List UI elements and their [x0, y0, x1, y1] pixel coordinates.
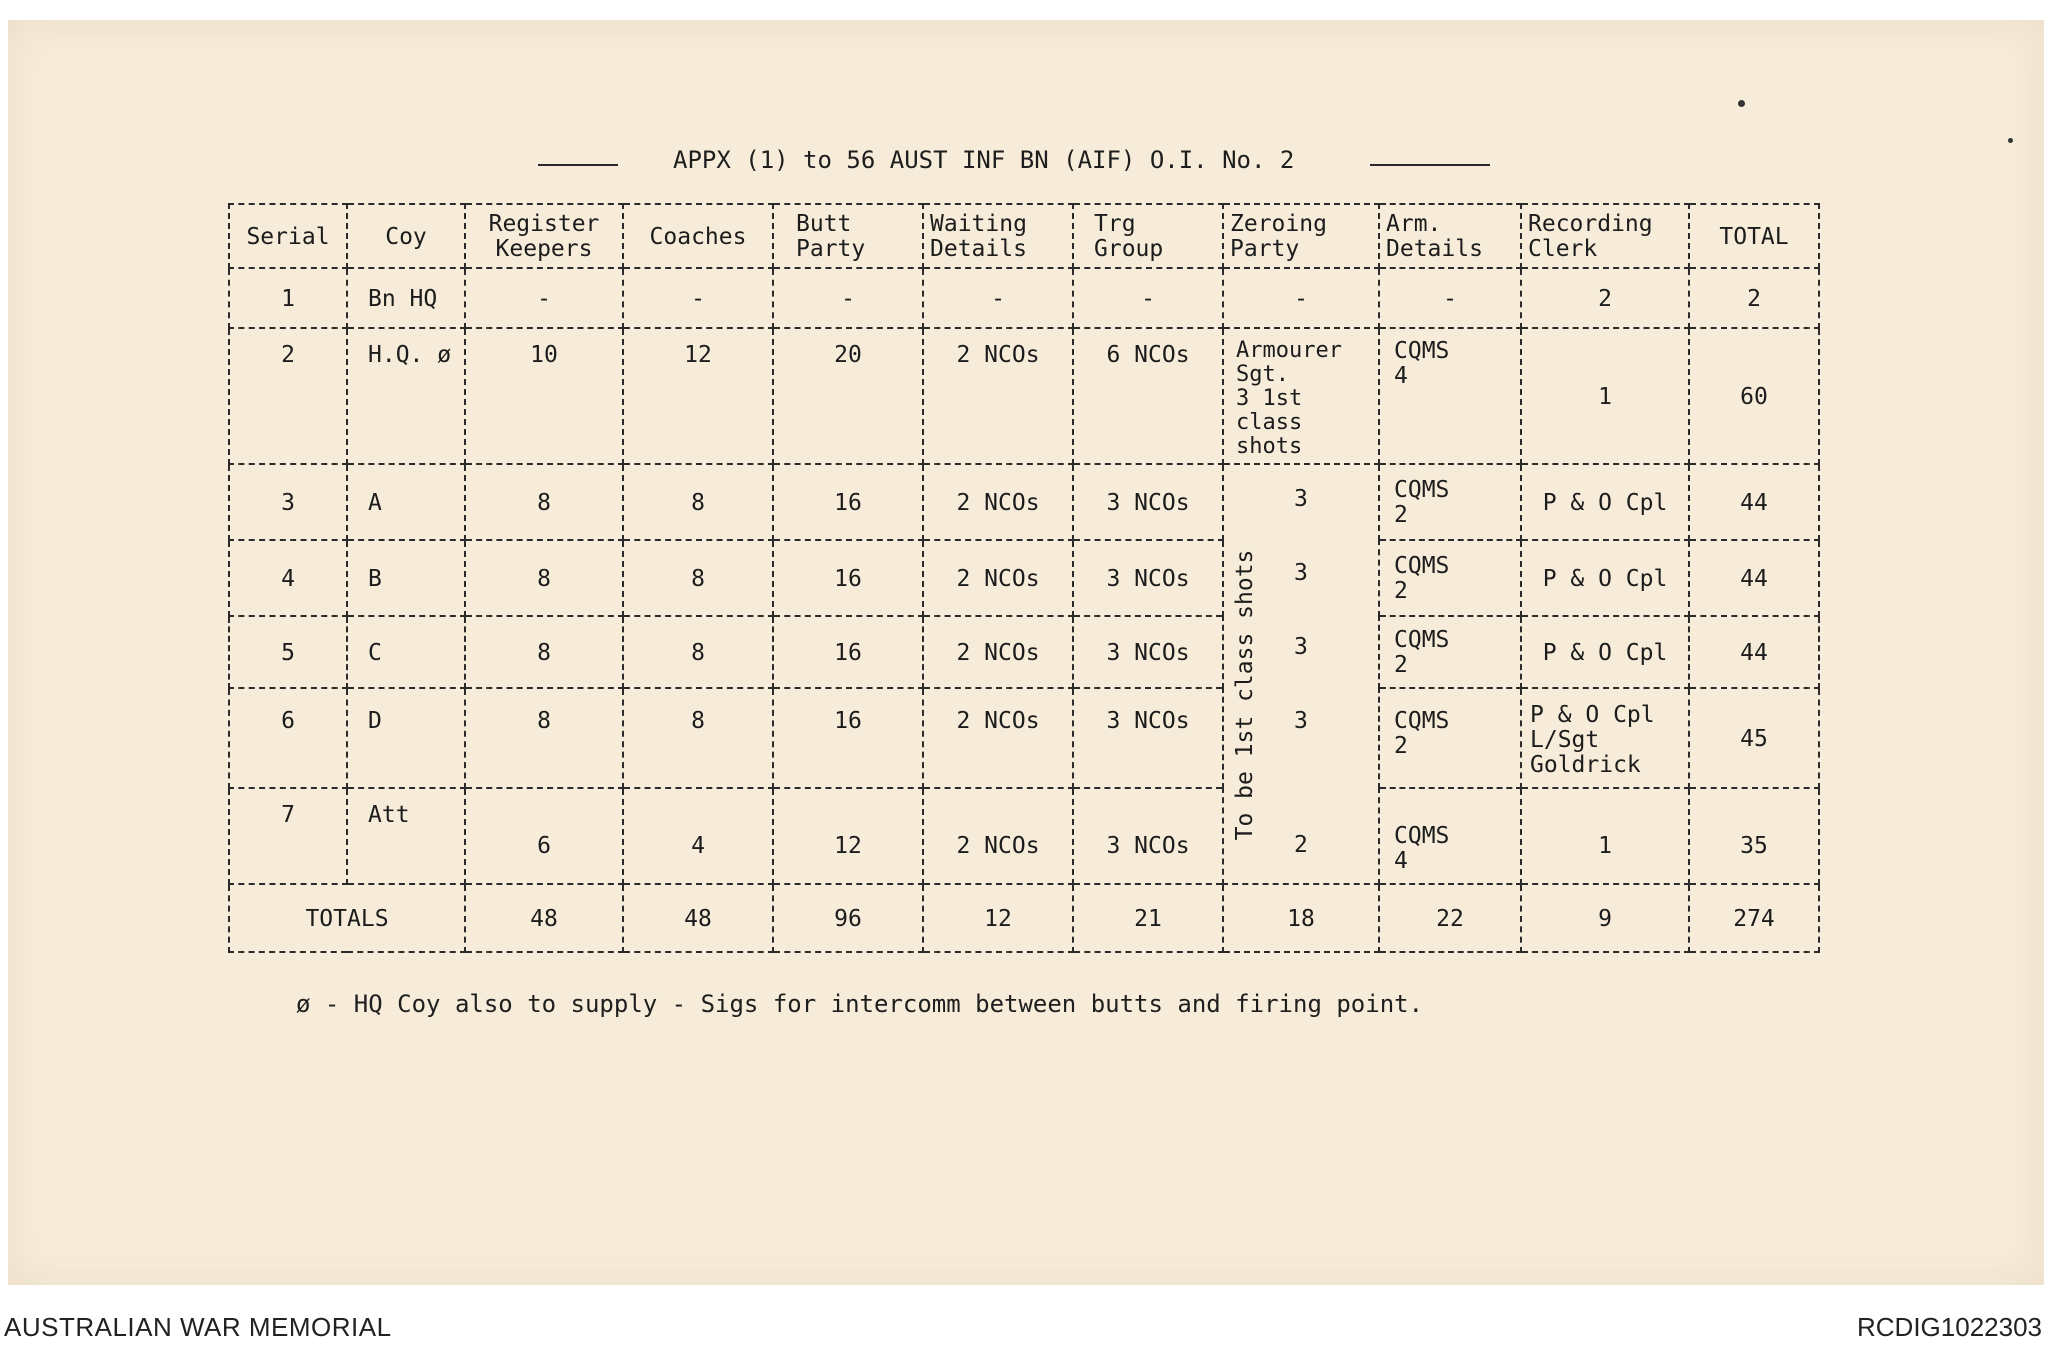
- table-cell: Bn HQ: [347, 268, 465, 328]
- ink-spot: [1738, 100, 1745, 107]
- table-cell: 2 NCOs: [923, 540, 1073, 616]
- table-cell: CQMS 2: [1379, 616, 1521, 688]
- table-row: [229, 268, 1819, 328]
- table-cell: Armourer Sgt. 3 1st class shots: [1223, 328, 1379, 464]
- table-cell: 6: [465, 788, 623, 884]
- table-cell: 1: [1521, 328, 1689, 464]
- header-cell: Zeroing Party: [1223, 204, 1379, 268]
- table-cell: 3 NCOs: [1073, 540, 1223, 616]
- table-cell: 2 NCOs: [923, 688, 1073, 788]
- table-cell: -: [773, 268, 923, 328]
- table-cell: -: [1223, 268, 1379, 328]
- table-cell: 2 NCOs: [923, 464, 1073, 540]
- table-cell: 12: [773, 788, 923, 884]
- archive-name: AUSTRALIAN WAR MEMORIAL: [4, 1312, 392, 1342]
- total-cell: 18: [1223, 884, 1379, 952]
- archive-footer: [0, 1300, 2048, 1346]
- table-row: [229, 540, 1819, 616]
- total-cell: 9: [1521, 884, 1689, 952]
- header-cell: Waiting Details: [923, 204, 1073, 268]
- table-cell: H.Q. ø: [347, 328, 465, 464]
- table-cell: 1: [229, 268, 347, 328]
- totals-label: TOTALS: [229, 884, 465, 952]
- table-cell: Att: [347, 788, 465, 884]
- table-cell: 5: [229, 616, 347, 688]
- table-cell: -: [1379, 268, 1521, 328]
- table-cell: 16: [773, 616, 923, 688]
- table-cell: CQMS 2: [1379, 688, 1521, 788]
- table-row: [229, 616, 1819, 688]
- table-cell: 3 NCOs: [1073, 788, 1223, 884]
- zeroing-value: 3: [1294, 634, 1308, 660]
- table-cell: 3: [229, 464, 347, 540]
- header-cell: Arm. Details: [1379, 204, 1521, 268]
- table-cell: -: [1073, 268, 1223, 328]
- total-cell: 48: [623, 884, 773, 952]
- table-row: [229, 788, 1819, 884]
- table-cell: D: [347, 688, 465, 788]
- heading: [530, 140, 1500, 180]
- total-cell: 21: [1073, 884, 1223, 952]
- table-cell: CQMS 2: [1379, 464, 1521, 540]
- table-cell: 44: [1689, 464, 1819, 540]
- table-cell: 45: [1689, 688, 1819, 788]
- heading-rule-right: [1370, 164, 1490, 166]
- total-cell: 12: [923, 884, 1073, 952]
- table-cell: B: [347, 540, 465, 616]
- table-cell: CQMS 4: [1379, 328, 1521, 464]
- heading-rule-left: [538, 164, 618, 166]
- table-cell: 16: [773, 688, 923, 788]
- details-table: [228, 203, 1820, 953]
- table-row: [229, 688, 1819, 788]
- header-cell: Butt Party: [773, 204, 923, 268]
- table-cell: 60: [1689, 328, 1819, 464]
- table-cell: -: [923, 268, 1073, 328]
- zeroing-value: 3: [1294, 708, 1308, 734]
- total-cell: 48: [465, 884, 623, 952]
- table-cell: 44: [1689, 616, 1819, 688]
- table-cell: 2 NCOs: [923, 616, 1073, 688]
- table-cell: 2 NCOs: [923, 788, 1073, 884]
- table-cell: 3 NCOs: [1073, 688, 1223, 788]
- table-cell: 2: [229, 328, 347, 464]
- zeroing-note: To be 1st class shots: [1231, 549, 1258, 841]
- table-cell: 8: [465, 616, 623, 688]
- table-cell: 1: [1521, 788, 1689, 884]
- zeroing-value: 3: [1294, 560, 1308, 586]
- header-cell: Trg Group: [1073, 204, 1223, 268]
- table-cell: P & O Cpl: [1521, 464, 1689, 540]
- footnote: ø - HQ Coy also to supply - Sigs for intercomm between butts and firing point.: [296, 990, 1424, 1018]
- table-row: [229, 464, 1819, 540]
- table-cell: 8: [623, 464, 773, 540]
- table-cell: 8: [623, 616, 773, 688]
- table-row: [229, 328, 1819, 464]
- zeroing-note-cell: [1223, 464, 1379, 884]
- header-row: [229, 204, 1819, 268]
- header-cell: Coy: [347, 204, 465, 268]
- header-cell: Coaches: [623, 204, 773, 268]
- archive-id: RCDIG1022303: [1857, 1312, 2042, 1342]
- table-cell: -: [465, 268, 623, 328]
- ink-spot: [2008, 138, 2013, 143]
- header-cell: Register Keepers: [465, 204, 623, 268]
- total-cell: 274: [1689, 884, 1819, 952]
- table-cell: 6 NCOs: [1073, 328, 1223, 464]
- table-cell: CQMS 2: [1379, 540, 1521, 616]
- table-cell: 8: [623, 540, 773, 616]
- table-cell: P & O Cpl L/Sgt Goldrick: [1521, 688, 1689, 788]
- total-cell: 22: [1379, 884, 1521, 952]
- totals-row: [229, 884, 1819, 952]
- table-cell: 16: [773, 464, 923, 540]
- table-cell: A: [347, 464, 465, 540]
- table-cell: 8: [465, 540, 623, 616]
- table-cell: 6: [229, 688, 347, 788]
- zeroing-value: 3: [1294, 486, 1308, 512]
- table-cell: 12: [623, 328, 773, 464]
- header-cell: TOTAL: [1689, 204, 1819, 268]
- table-cell: 2: [1689, 268, 1819, 328]
- table-cell: 2: [1521, 268, 1689, 328]
- table-cell: 3 NCOs: [1073, 616, 1223, 688]
- table-cell: CQMS 4: [1379, 788, 1521, 884]
- table-cell: -: [623, 268, 773, 328]
- zeroing-value: 2: [1294, 832, 1308, 858]
- table-cell: 8: [623, 688, 773, 788]
- total-cell: 96: [773, 884, 923, 952]
- table-cell: 44: [1689, 540, 1819, 616]
- table-cell: 8: [465, 688, 623, 788]
- table-cell: 10: [465, 328, 623, 464]
- document-title: APPX (1) to 56 AUST INF BN (AIF) O.I. No. 2: [673, 146, 1295, 174]
- table-cell: 16: [773, 540, 923, 616]
- table-cell: 20: [773, 328, 923, 464]
- table-cell: P & O Cpl: [1521, 540, 1689, 616]
- table-cell: 3 NCOs: [1073, 464, 1223, 540]
- table-cell: C: [347, 616, 465, 688]
- table-cell: 8: [465, 464, 623, 540]
- table-cell: 7: [229, 788, 347, 884]
- table-cell: 4: [229, 540, 347, 616]
- table-cell: 2 NCOs: [923, 328, 1073, 464]
- header-cell: Serial: [229, 204, 347, 268]
- table-cell: P & O Cpl: [1521, 616, 1689, 688]
- table-cell: 4: [623, 788, 773, 884]
- table-cell: 35: [1689, 788, 1819, 884]
- header-cell: Recording Clerk: [1521, 204, 1689, 268]
